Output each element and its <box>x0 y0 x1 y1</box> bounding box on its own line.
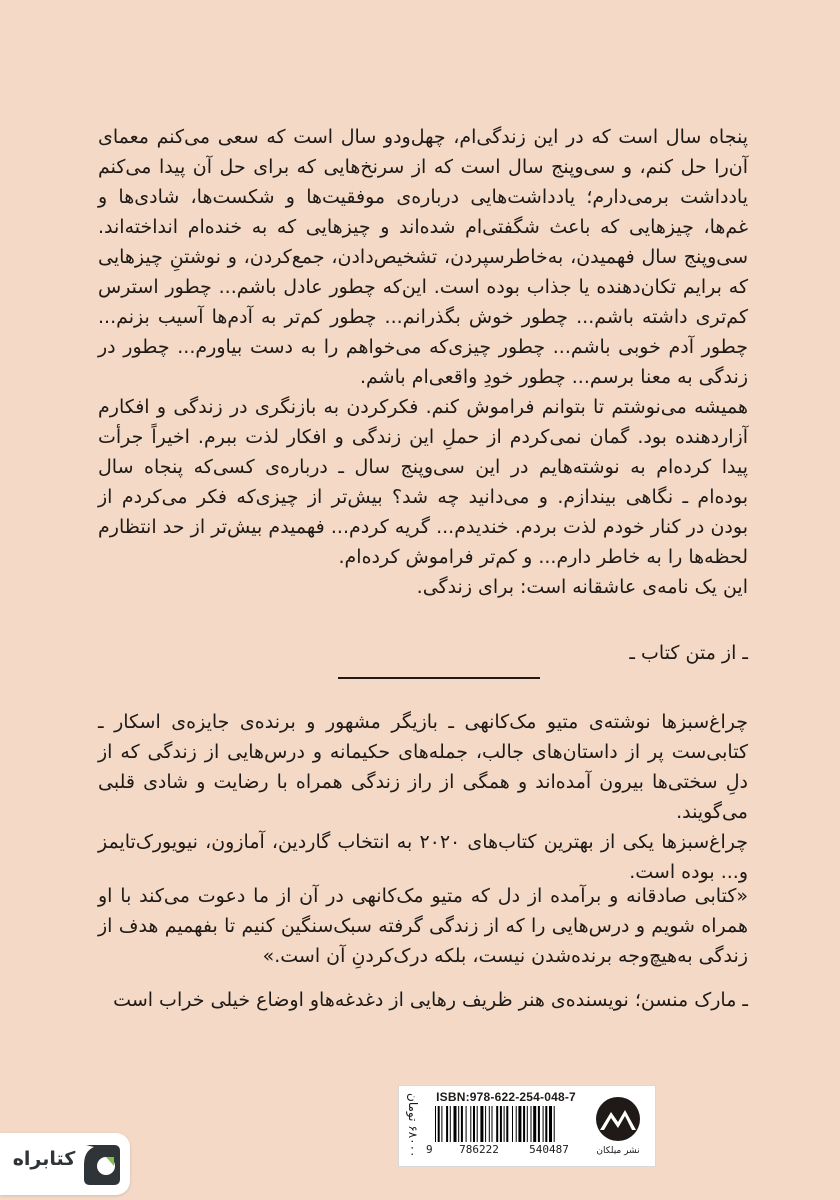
barcode-digits-right: 540487 <box>516 1143 582 1156</box>
publisher-mountain-logo-icon <box>594 1094 642 1144</box>
book-excerpt <box>98 122 748 602</box>
barcode-digit-prefix: 9 <box>426 1143 433 1156</box>
review-quote-block <box>98 881 748 971</box>
barcode-digits-left: 786222 <box>446 1143 512 1156</box>
price-label: ۶۸۰۰۰ تومان <box>406 1092 420 1158</box>
excerpt-paragraph-2: همیشه می‌نوشتم تا بتوانم فراموش کنم. فکرکردن به بازنگری در زندگی و افکارم آزاردهنده بود. گمان نمی‌کردم از حملِ این زندگی و افکار لذت ببرم. اخیراً جرأت پیدا کرده‌ام به نوشته‌هایم در این سی‌وپنج سال ـ درباره‌ی کسی‌که پنجاه سال بوده‌ام ـ نگاهی بیندازم. و می‌دانید چه شد؟ بیش‌تر از چیزی‌که فکر می‌کردم از بودن در کنار خودم لذت بردم. خندیدم... گریه کردم... فهمیدم بیش‌تر از حد انتظارم لحظه‌ها را به خاطر دارم... و کم‌تر فراموش کرده‌ام. <box>98 396 748 568</box>
review-source: ـ مارک منسن؛ نویسنده‌ی هنر ظریف رهایی از دغدغه‌هاو اوضاع خیلی خراب است <box>113 989 748 1011</box>
section-divider <box>338 677 540 679</box>
review-source-block <box>98 985 748 1015</box>
book-description <box>98 707 748 887</box>
description-paragraph-2: چراغ‌سبزها یکی از بهترین کتاب‌های ۲۰۲۰ به انتخاب گاردین، آمازون، نیویورک‌تایمز و... بوده است. <box>98 831 748 883</box>
publisher-name: نشر میلکان <box>596 1146 640 1156</box>
isbn-label: ISBN:978-622-254-048-7 <box>436 1090 576 1104</box>
bookmark-app-icon <box>80 1143 124 1187</box>
excerpt-closing-line: این یک نامه‌ی عاشقانه است: برای زندگی. <box>416 576 748 598</box>
store-badge-label: کتابراه <box>12 1148 76 1170</box>
excerpt-source: ـ از متن کتاب ـ <box>629 642 748 664</box>
review-quote: «کتابی صادقانه و برآمده از دل که متیو مک‌کانهی در آن از ما دعوت می‌کند با او همراه شویم و درس‌هایی را که از زندگی گرفته سبک‌سنگین کنیم تا بفهمیم هدف از زندگی به‌هیچ‌وجه برنده‌شدن نیست، بلکه درک‌کردنِ آن است.» <box>98 885 748 967</box>
description-paragraph-1: چراغ‌سبزها نوشته‌ی متیو مک‌کانهی ـ بازیگر مشهور و برنده‌ی جایزه‌ی اسکار ـ کتابی‌ست پر از داستان‌های جالب، جمله‌های حکیمانه و درس‌هایی از زندگی که از دلِ سختی‌ها بیرون آمده‌اند و همگی از راز زندگی همراه با رضایت و شادی قلبی می‌گویند. <box>98 711 748 823</box>
excerpt-paragraph-1: پنجاه سال است که در این زندگی‌ام، چهل‌ودو سال است که سعی می‌کنم معمای آن‌را حل کنم، و سی‌وپنج سال است که از سرنخ‌هایی که برای حل آن پیدا می‌کنم یادداشت برمی‌دارم؛ یادداشت‌هایی درباره‌ی موفقیت‌ها و شکست‌ها، شادی‌ها و غم‌ها، چیزهایی که باعث شگفتی‌ام شده‌اند و چیزهایی که به خنده‌ام انداخته‌اند. سی‌وپنج سال فهمیدن، به‌خاطرسپردن، تشخیص‌دادن، جمع‌کردن، و نوشتنِ چیزهایی که برایم تکان‌دهنده یا جذاب بوده است. این‌که چطور عادل باشم... چطور استرس کم‌تری داشته باشم... چطور خوش بگذرانم... چطور کم‌تر به آدم‌ها آسیب بزنم... چطور آدم خوبی باشم... چطور چیزی‌که می‌خواهم را به دست بیاورم... چطور در زندگی به معنا برسم... چطور خودِ واقعی‌ام باشم. <box>98 126 748 388</box>
excerpt-source-block <box>98 638 748 668</box>
